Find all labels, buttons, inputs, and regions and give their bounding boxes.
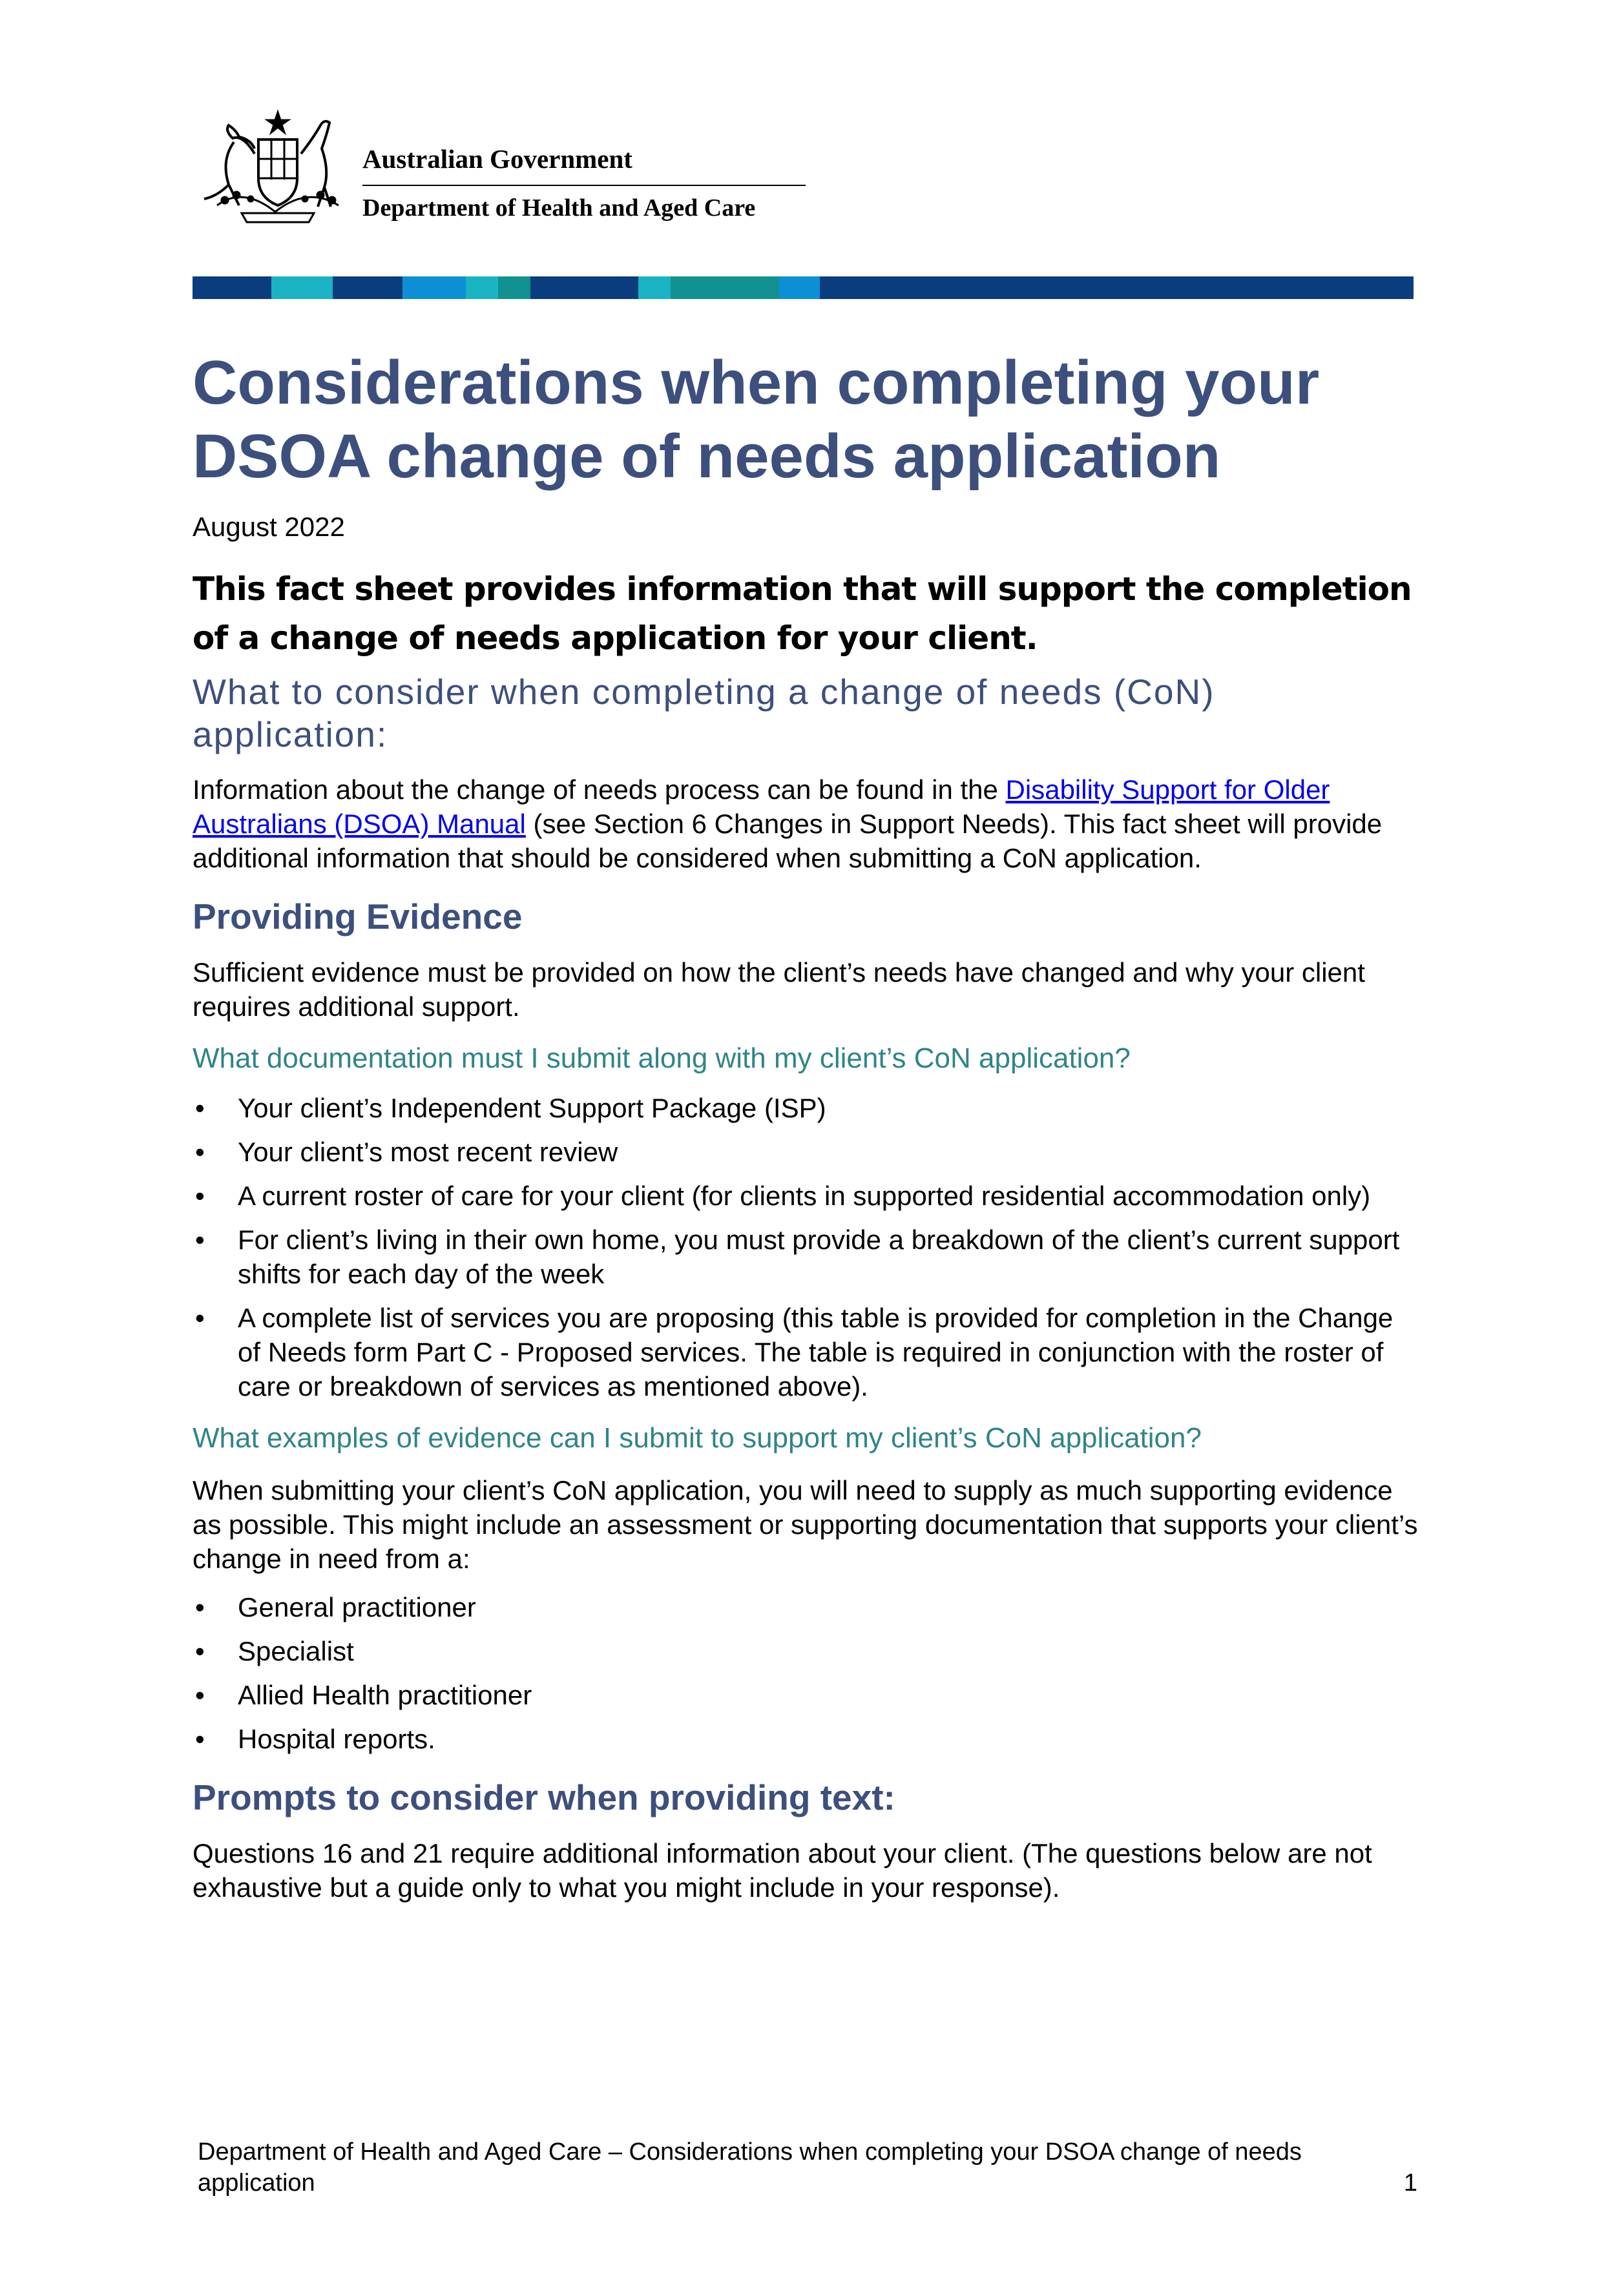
footer-line-2: application: [198, 2169, 315, 2197]
list-item: • A current roster of care for your client (for clients in supported residential accommodation only): [193, 1179, 1420, 1213]
strip-segment: [402, 276, 466, 299]
strip-segment: [530, 276, 638, 299]
strip-segment: [638, 276, 671, 299]
section-heading-evidence: Providing Evidence: [193, 896, 523, 936]
publication-date: August 2022: [193, 512, 345, 542]
subheading-examples: What examples of evidence can I submit to support my client’s CoN application?: [193, 1422, 1202, 1454]
header-divider: [362, 185, 806, 186]
strip-segment: [820, 276, 1414, 299]
list-item: • General practitioner: [193, 1590, 1420, 1624]
intro-text-after: (see Section 6 Changes in Support Needs). This fact sheet will provide additional information that should be considered when submitting a CoN application.: [193, 809, 1383, 873]
strip-segment: [193, 276, 271, 299]
footer-line-2-row: [198, 2167, 1417, 2198]
lead-paragraph: This fact sheet provides information that will support the completion of a change of needs application for your client.: [193, 570, 1412, 657]
dsoa-manual-link[interactable]: Disability Support for Older Australians (DSOA) Manual: [193, 774, 1330, 839]
list-item: • Allied Health practitioner: [193, 1678, 1420, 1712]
examples-list: [193, 1590, 1420, 1756]
evidence-paragraph: Sufficient evidence must be provided on how the client’s needs have changed and why your client requires additional support.: [193, 957, 1365, 1022]
strip-segment: [333, 276, 402, 299]
strip-segment: [466, 276, 498, 299]
intro-text-before: Information about the change of needs process can be found in the: [193, 774, 1006, 805]
subheading-documentation: What documentation must I submit along with my client’s CoN application?: [193, 1042, 1131, 1074]
prompts-paragraph: Questions 16 and 21 require additional information about your client. (The questions below are not exhaustive but a guide only to what you might include in your response).: [193, 1838, 1372, 1903]
government-name: Australian Government: [362, 144, 632, 174]
decorative-color-strip: [193, 276, 1414, 299]
document-body: [193, 346, 1420, 1905]
list-item: • Specialist: [193, 1634, 1420, 1668]
page-title: Considerations when completing your DSOA change of needs application: [193, 348, 1320, 491]
strip-segment: [271, 276, 333, 299]
coat-of-arms-icon: [191, 109, 364, 231]
list-item: • A complete list of services you are proposing (this table is provided for completion in the Change of Needs form Part C - Proposed services. The table is required in conjunction with the roster of care or breakdown of services as mentioned above).: [193, 1301, 1420, 1403]
section-heading-intro: What to consider when completing a change of needs (CoN) application:: [193, 672, 1215, 754]
list-item: • Your client’s Independent Support Package (ISP): [193, 1091, 1420, 1125]
page-number: 1: [1403, 2169, 1417, 2197]
footer-line-1: Department of Health and Aged Care – Considerations when completing your DSOA change of needs: [198, 2138, 1302, 2166]
intro-paragraph: [193, 772, 1420, 875]
list-item: • For client’s living in their own home, you must provide a breakdown of the client’s current support shifts for each day of the week: [193, 1223, 1420, 1291]
department-name: Department of Health and Aged Care: [362, 194, 756, 222]
section-heading-prompts: Prompts to consider when providing text:: [193, 1777, 895, 1817]
list-item: • Your client’s most recent review: [193, 1135, 1420, 1169]
page-footer: [198, 2136, 1417, 2198]
strip-segment: [498, 276, 530, 299]
list-item: • Hospital reports.: [193, 1722, 1420, 1756]
examples-paragraph: When submitting your client’s CoN application, you will need to supply as much supporting evidence as possible. This might include an assessment or supporting documentation that supports your client’s change in need from a:: [193, 1475, 1418, 1574]
documentation-list: [193, 1091, 1420, 1403]
strip-segment: [671, 276, 779, 299]
strip-segment: [779, 276, 820, 299]
